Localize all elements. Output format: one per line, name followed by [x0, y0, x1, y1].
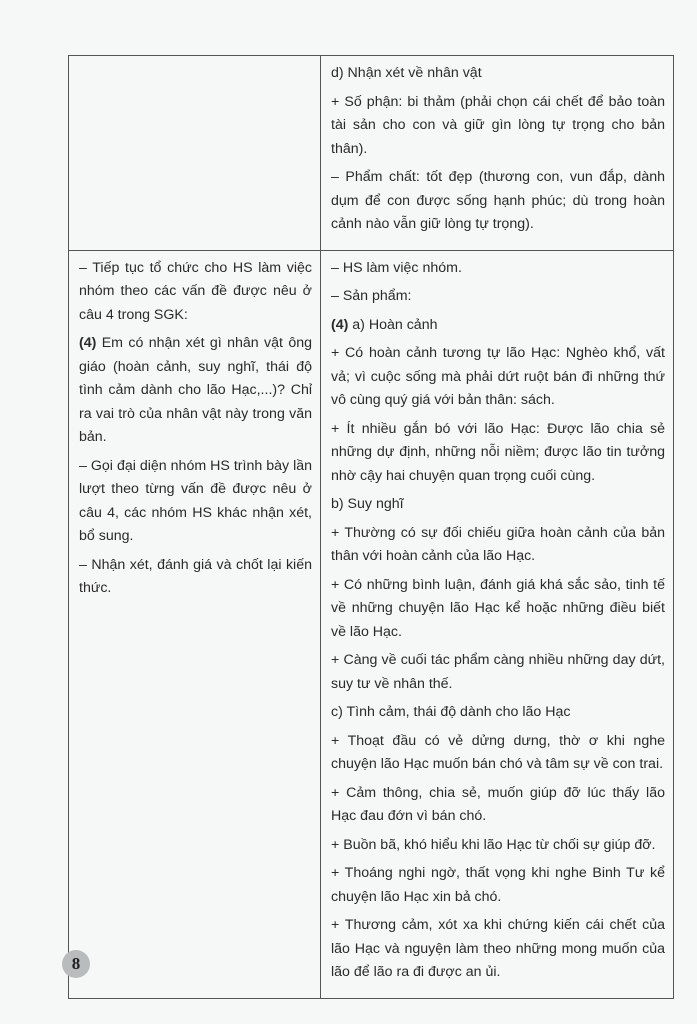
table-row: [69, 56, 674, 251]
paragraph: + Thương cảm, xót xa khi chứng kiến cái chết của lão Hạc và nguyện làm theo những mong muốn của lão để lão ra đi được an ủi.: [331, 917, 665, 980]
student-product-cell: [321, 250, 674, 998]
paragraph: – Nhận xét, đánh giá và chốt lại kiến thức.: [79, 556, 312, 596]
paragraph: d) Nhận xét về nhân vật: [331, 65, 482, 81]
question-paragraph: [331, 314, 665, 338]
paragraph: + Thoạt đầu có vẻ dửng dưng, thờ ơ khi nghe chuyện lão Hạc muốn bán chó và tâm sự về con trai.: [331, 732, 665, 772]
paragraph: – HS làm việc nhóm.: [331, 259, 462, 276]
subheading: a) Hoàn cảnh: [352, 316, 438, 333]
paragraph: c) Tình cảm, thái độ dành cho lão Hạc: [331, 704, 571, 720]
paragraph: + Số phận: bi thảm (phải chọn cái chết để bảo toàn tài sản cho con và giữ gìn lòng tự trọng cho bản thân).: [331, 93, 665, 157]
paragraph: + Có hoàn cảnh tương tự lão Hạc: Nghèo khổ, vất vả; vì cuộc sống mà phải dứt ruột bán đi những thứ vô cùng quý giá với bản thân: sách.: [331, 345, 665, 408]
paragraph: + Thường có sự đối chiếu giữa hoàn cảnh của bản thân với hoàn cảnh của lão Hạc.: [331, 524, 665, 564]
paragraph: + Càng về cuối tác phẩm càng nhiều những day dứt, suy tư về nhân thế.: [331, 652, 665, 692]
paragraph: – Gọi đại diện nhóm HS trình bày lần lượt theo từng vấn đề được nêu ở câu 4, các nhóm HS khác nhận xét, bổ sung.: [79, 457, 312, 544]
paragraph: b) Suy nghĩ: [331, 496, 404, 512]
paragraph: + Cảm thông, chia sẻ, muốn giúp đỡ lúc thấy lão Hạc đau đớn vì bán chó.: [331, 784, 665, 824]
question-paragraph: [79, 332, 312, 450]
question-text: Em có nhận xét gì nhân vật ông giáo (hoàn cảnh, suy nghĩ, thái độ tình cảm dành cho lão Hạc,...)? Chỉ ra vai trò của nhân vật này trong văn bản.: [79, 335, 312, 445]
teacher-activity-cell: [69, 56, 321, 251]
question-number: (4): [79, 335, 97, 351]
teacher-activity-cell: [69, 250, 321, 998]
paragraph: + Buồn bã, khó hiểu khi lão Hạc từ chối sự giúp đỡ.: [331, 836, 656, 853]
paragraph: – Tiếp tục tổ chức cho HS làm việc nhóm theo các vấn đề được nêu ở câu 4 trong SGK:: [79, 259, 312, 323]
paragraph: – Phẩm chất: tốt đẹp (thương con, vun đắp, dành dụm để con được sống hạnh phúc; dù trong hoàn cảnh nào vẫn giữ lòng tự trọng).: [331, 169, 665, 232]
paragraph: – Sản phẩm:: [331, 288, 412, 304]
page-number: 8: [62, 950, 90, 978]
paragraph: + Ít nhiều gắn bó với lão Hạc: Được lão chia sẻ những dự định, những nỗi niềm; được lão tin tưởng nhờ cậy hai chuyện quan trọng cuối cùng.: [331, 420, 665, 484]
student-product-cell: [321, 56, 674, 251]
table-row: [69, 250, 674, 998]
paragraph: + Có những bình luận, đánh giá khá sắc sảo, tinh tế về những chuyện lão Hạc kể hoặc những điều biết về lão Hạc.: [331, 576, 665, 640]
lesson-table: [68, 55, 674, 999]
paragraph: + Thoáng nghi ngờ, thất vọng khi nghe Binh Tư kể chuyện lão Hạc xin bả chó.: [331, 865, 665, 905]
question-number: (4): [331, 316, 349, 333]
